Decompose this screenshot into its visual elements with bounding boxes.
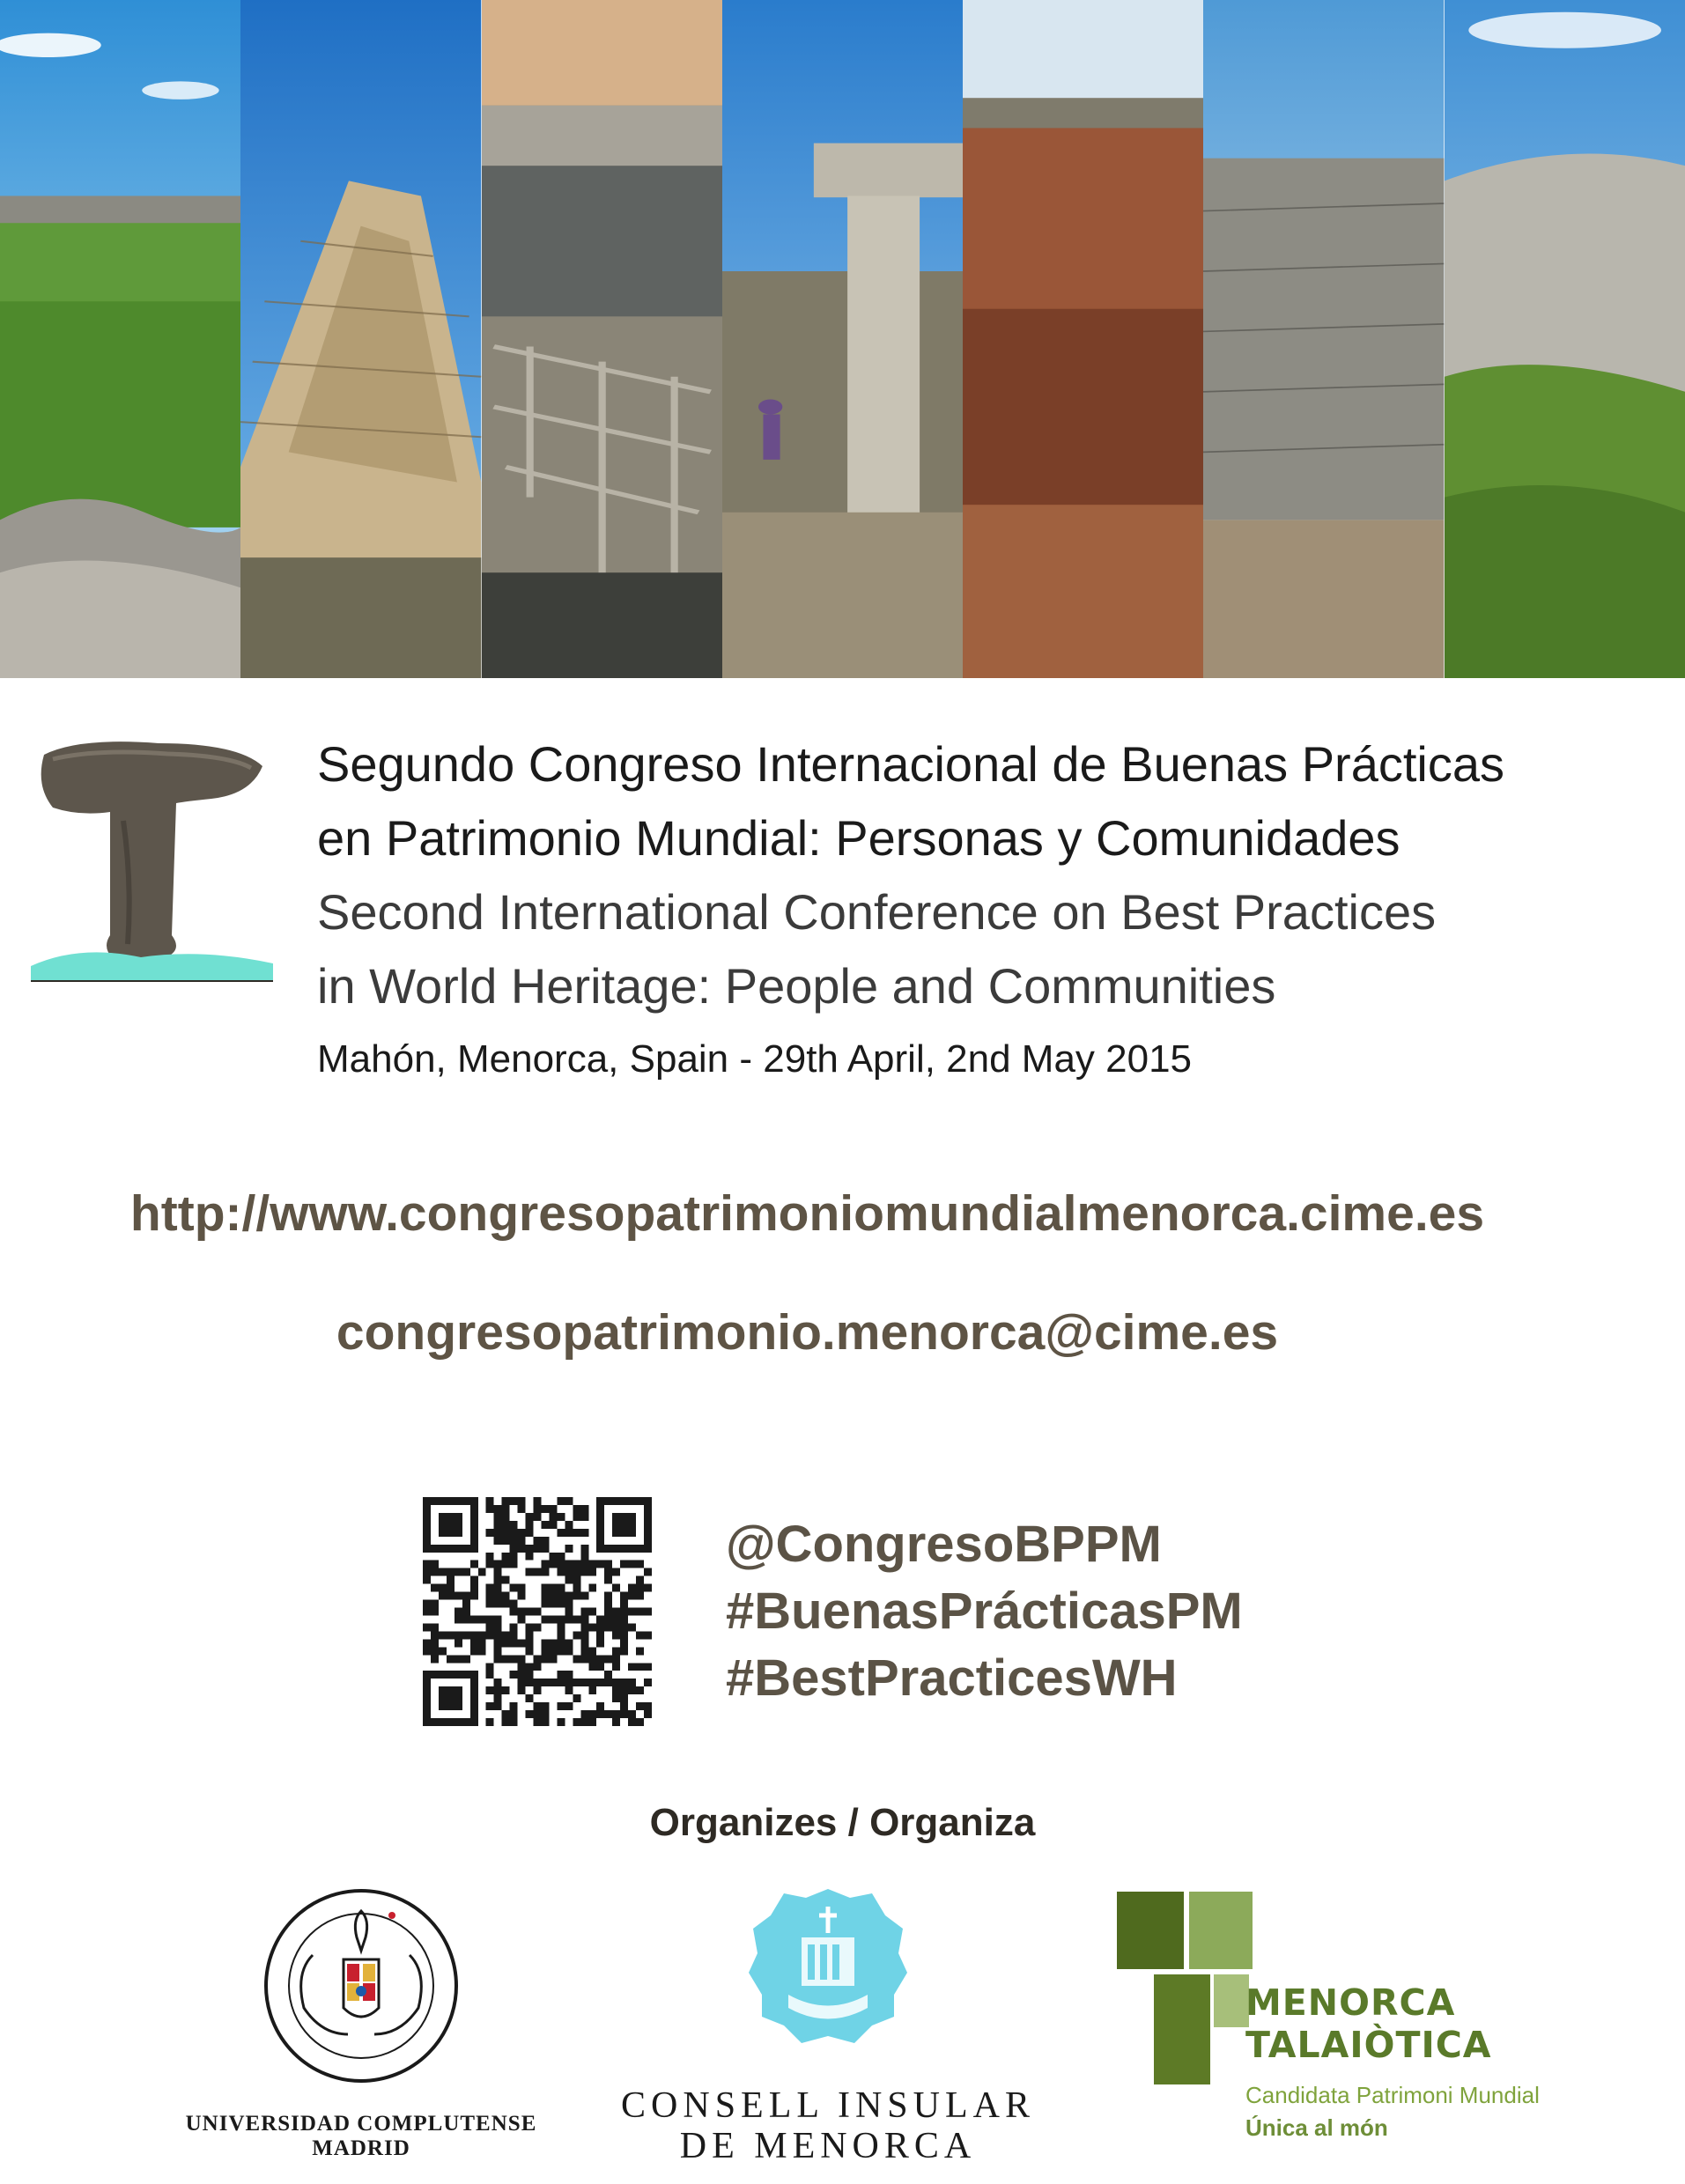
organizes-label: Organizes / Organiza — [649, 1801, 1036, 1844]
hashtag-en[interactable]: #BestPracticesWH — [726, 1649, 1178, 1707]
talaiotica-caption2: Única al món — [1245, 2114, 1388, 2141]
social-handles — [726, 1511, 1243, 1712]
photo-taula — [722, 0, 963, 678]
ucm-name-line2: MADRID — [312, 2136, 410, 2160]
photo-strip — [0, 0, 1685, 678]
ucm-name-line1: UNIVERSIDAD COMPLUTENSE — [185, 2112, 537, 2136]
title-en-line1: Second International Conference on Best Practices — [317, 884, 1437, 940]
consell-crest-icon — [744, 1885, 912, 2052]
email-link[interactable]: congresopatrimonio.menorca@cime.es — [336, 1304, 1279, 1361]
photo-red-earth — [963, 0, 1203, 678]
menorca-talaiotica-logo — [1115, 1890, 1573, 2154]
twitter-handle[interactable]: @CongresoBPPM — [726, 1516, 1162, 1573]
photo-grass-field — [0, 0, 240, 678]
place-date: Mahón, Menorca, Spain - 29th April, 2nd May 2015 — [317, 1037, 1193, 1081]
conference-title — [317, 727, 1656, 1023]
photo-rocky-hill — [1445, 0, 1685, 678]
title-es-line2: en Patrimonio Mundial: Personas y Comunidades — [317, 810, 1400, 866]
talaiotica-caption1: Candidata Patrimoni Mundial — [1245, 2082, 1540, 2108]
website-link[interactable]: http://www.congresopatrimoniomundialmenorca.cime.es — [129, 1185, 1485, 1242]
title-en-line2: in World Heritage: People and Communities — [317, 958, 1276, 1014]
photo-stone-wall — [1203, 0, 1444, 678]
talaiotica-word1: MENORCA — [1245, 1981, 1456, 2024]
talaiotica-t-icon — [1115, 1890, 1256, 2088]
title-es-line1: Segundo Congreso Internacional de Buenas Prácticas — [317, 736, 1504, 792]
consell-logo — [617, 1885, 1039, 2175]
hashtag-es[interactable]: #BuenasPrácticasPM — [726, 1583, 1243, 1640]
qr-code[interactable] — [423, 1497, 652, 1726]
consell-name-line1: CONSELL INSULAR — [621, 2085, 1035, 2126]
ucm-seal-icon — [260, 1885, 462, 2087]
photo-excavation — [482, 0, 722, 678]
consell-name-line2: DE MENORCA — [679, 2126, 977, 2166]
photo-naveta — [240, 0, 481, 678]
taula-logo — [26, 733, 282, 997]
ucm-logo — [176, 1885, 546, 2166]
talaiotica-word2: TALAIÒTICA — [1245, 2024, 1492, 2066]
